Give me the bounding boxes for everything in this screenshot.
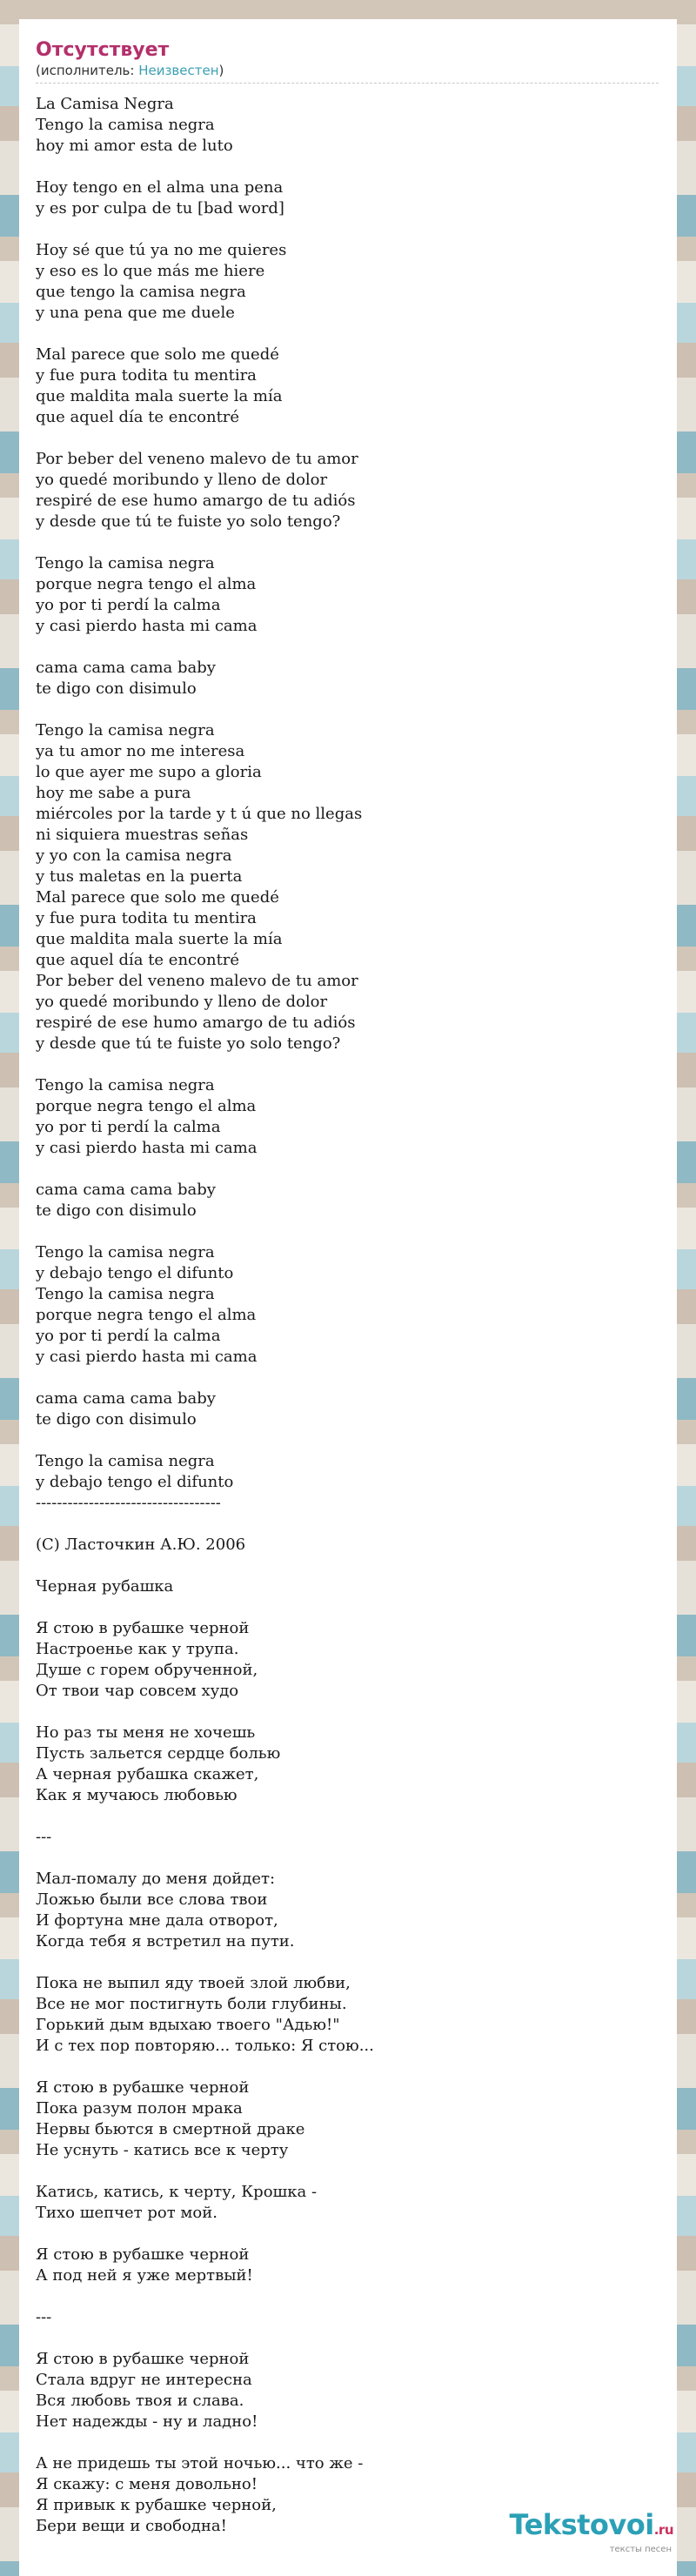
artist-line [36,63,659,84]
artist-prefix: (исполнитель: [36,63,139,78]
logo-tagline: тексты песен [609,2545,672,2554]
logo-name: Tekstovoi [509,2508,654,2541]
artist-link[interactable]: Неизвестен [138,63,219,78]
site-logo[interactable] [510,2510,673,2555]
logo-wordmark [510,2510,673,2545]
lyrics-text: La Camisa Negra Tengo la camisa negra hoy mi amor esta de luto Hoy tengo en el alma una pena y es por culpa de tu [bad word] Hoy sé que tú ya no me quieres y eso es lo que más me hiere que tengo la camisa negra y una pena que me duele Mal parece que solo me quedé y fue pura todita tu mentira que maldita mala suerte la mía que aquel día te encontré Por beber del veneno malevo de tu amor yo quedé moribundo y lleno de dolor respiré de ese humo amargo de tu adiós y desde que tú te fuiste yo solo tengo? Tengo la camisa negra porque negra tengo el alma yo por ti perdí la calma y casi pierdo hasta mi cama cama cama cama baby te digo con disimulo Tengo la camisa negra ya tu amor no me interesa lo que ayer me supo a gloria hoy me sabe a pura miércoles por la tarde y t ú que no llegas ni siquiera muestras señas y yo con la camisa negra y tus maletas en la puerta Mal parece que solo me quedé y fue pura todita tu mentira que maldita mala suerte la mía que aquel día te encontré Por beber del veneno malevo de tu amor yo quedé moribundo y lleno de dolor respiré de ese humo amargo de tu adiós y desde que tú te fuiste yo solo tengo? Tengo la camisa negra porque negra tengo el alma yo por ti perdí la calma y casi pierdo hasta mi cama cama cama cama baby te digo con disimulo Tengo la camisa negra y debajo tengo el difunto Tengo la camisa negra porque negra tengo el alma yo por ti perdí la calma y casi pierdo hasta mi cama cama cama cama baby te digo con disimulo Tengo la camisa negra y debajo tengo el difunto ----------------------------------- (C) Ласточкин А.Ю. 2006 Черная рубашка Я стою в рубашке черной Настроенье как у трупа. Душе с горем обрученной, От твои чар совсем худо Но раз ты меня не хочешь Пусть зальется сердце болью А черная рубашка скажет, Как я мучаюсь любовью --- Мал-помалу до меня дойдет: Ложью были все слова твои И фортуна мне дала отворот, Когда тебя я встретил на пути. Пока не выпил яду твоей злой любви, Все не мог постигнуть боли глубины. Горький дым вдыхаю твоего "Адью!" И с тех пор повторяю... только: Я стою... Я стою в рубашке черной Пока разум полон мрака Нервы бьются в смертной драке Не уснуть - катись все к черту Катись, катись, к черту, Крошка - Тихо шепчет рот мой. Я стою в рубашке черной А под ней я уже мертвый! --- Я стою в рубашке черной Стала вдруг не интересна Вся любовь твоя и слава. Нет надежды - ну и ладно! А не придешь ты этой ночью... что же - Я скажу: с меня довольно! Я привык к рубашке черной, Бери вещи и свободна! [36,95,374,2535]
song-title: Отсутствует [36,39,170,61]
artist-suffix: ) [218,63,224,78]
lyrics-card [19,19,677,2576]
logo-tld: .ru [653,2522,673,2538]
